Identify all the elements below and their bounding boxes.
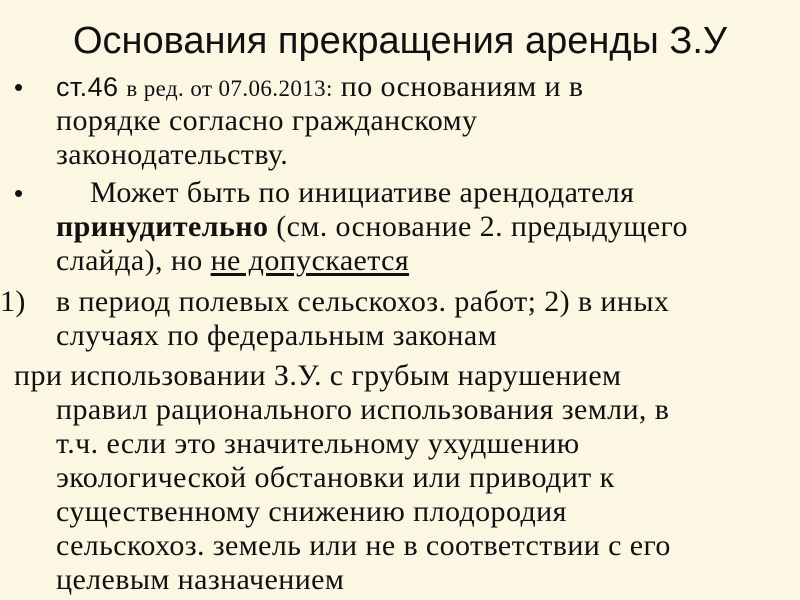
underlined-term: не допускается xyxy=(210,244,410,277)
bullet-1-marker: • xyxy=(14,72,24,102)
item-1-line-2: случаях по федеральным законам xyxy=(56,319,497,352)
bullet-1-line-2: порядке согласно гражданскому xyxy=(56,104,478,137)
bullet-1-text: по основаниям и в xyxy=(340,70,584,103)
bullet-2-text-end: слайда), но xyxy=(56,244,203,277)
bullet-2-marker: • xyxy=(14,178,24,208)
paragraph-line-7: целевым назначением xyxy=(56,563,345,596)
bullet-2-line-1: Может быть по инициативе арендодателя xyxy=(90,176,635,209)
paragraph-line-6: сельскохоз. земель или не в соответствии с его xyxy=(56,529,671,562)
paragraph-line-3: т.ч. если это значительному ухудшению xyxy=(56,427,580,460)
article-reference: ст.46 xyxy=(56,72,119,102)
bullet-2-line-2 xyxy=(56,210,688,244)
bold-term: принудительно xyxy=(56,210,269,243)
paragraph-line-4: экологической обстановки или приводит к xyxy=(56,461,615,494)
paragraph-line-2: правил рационального использования земли, в xyxy=(56,393,670,426)
item-1-line-1: в период полевых сельскохоз. работ; 2) в иных xyxy=(56,285,670,318)
edition-date: в ред. от 07.06.2013: xyxy=(126,76,333,101)
bullet-1-line-3: законодательству. xyxy=(56,138,289,171)
bullet-1-line-1 xyxy=(56,70,583,106)
bullet-2-text: (см. основание 2. предыдущего xyxy=(276,210,688,243)
paragraph-line-1: при использовании З.У. с грубым нарушением xyxy=(14,359,622,392)
slide-title: Основания прекращения аренды З.У xyxy=(72,20,728,62)
paragraph-line-5: существенному снижению плодородия xyxy=(56,495,567,528)
item-1-marker: 1) xyxy=(0,285,26,318)
bullet-2-line-3 xyxy=(56,244,409,278)
